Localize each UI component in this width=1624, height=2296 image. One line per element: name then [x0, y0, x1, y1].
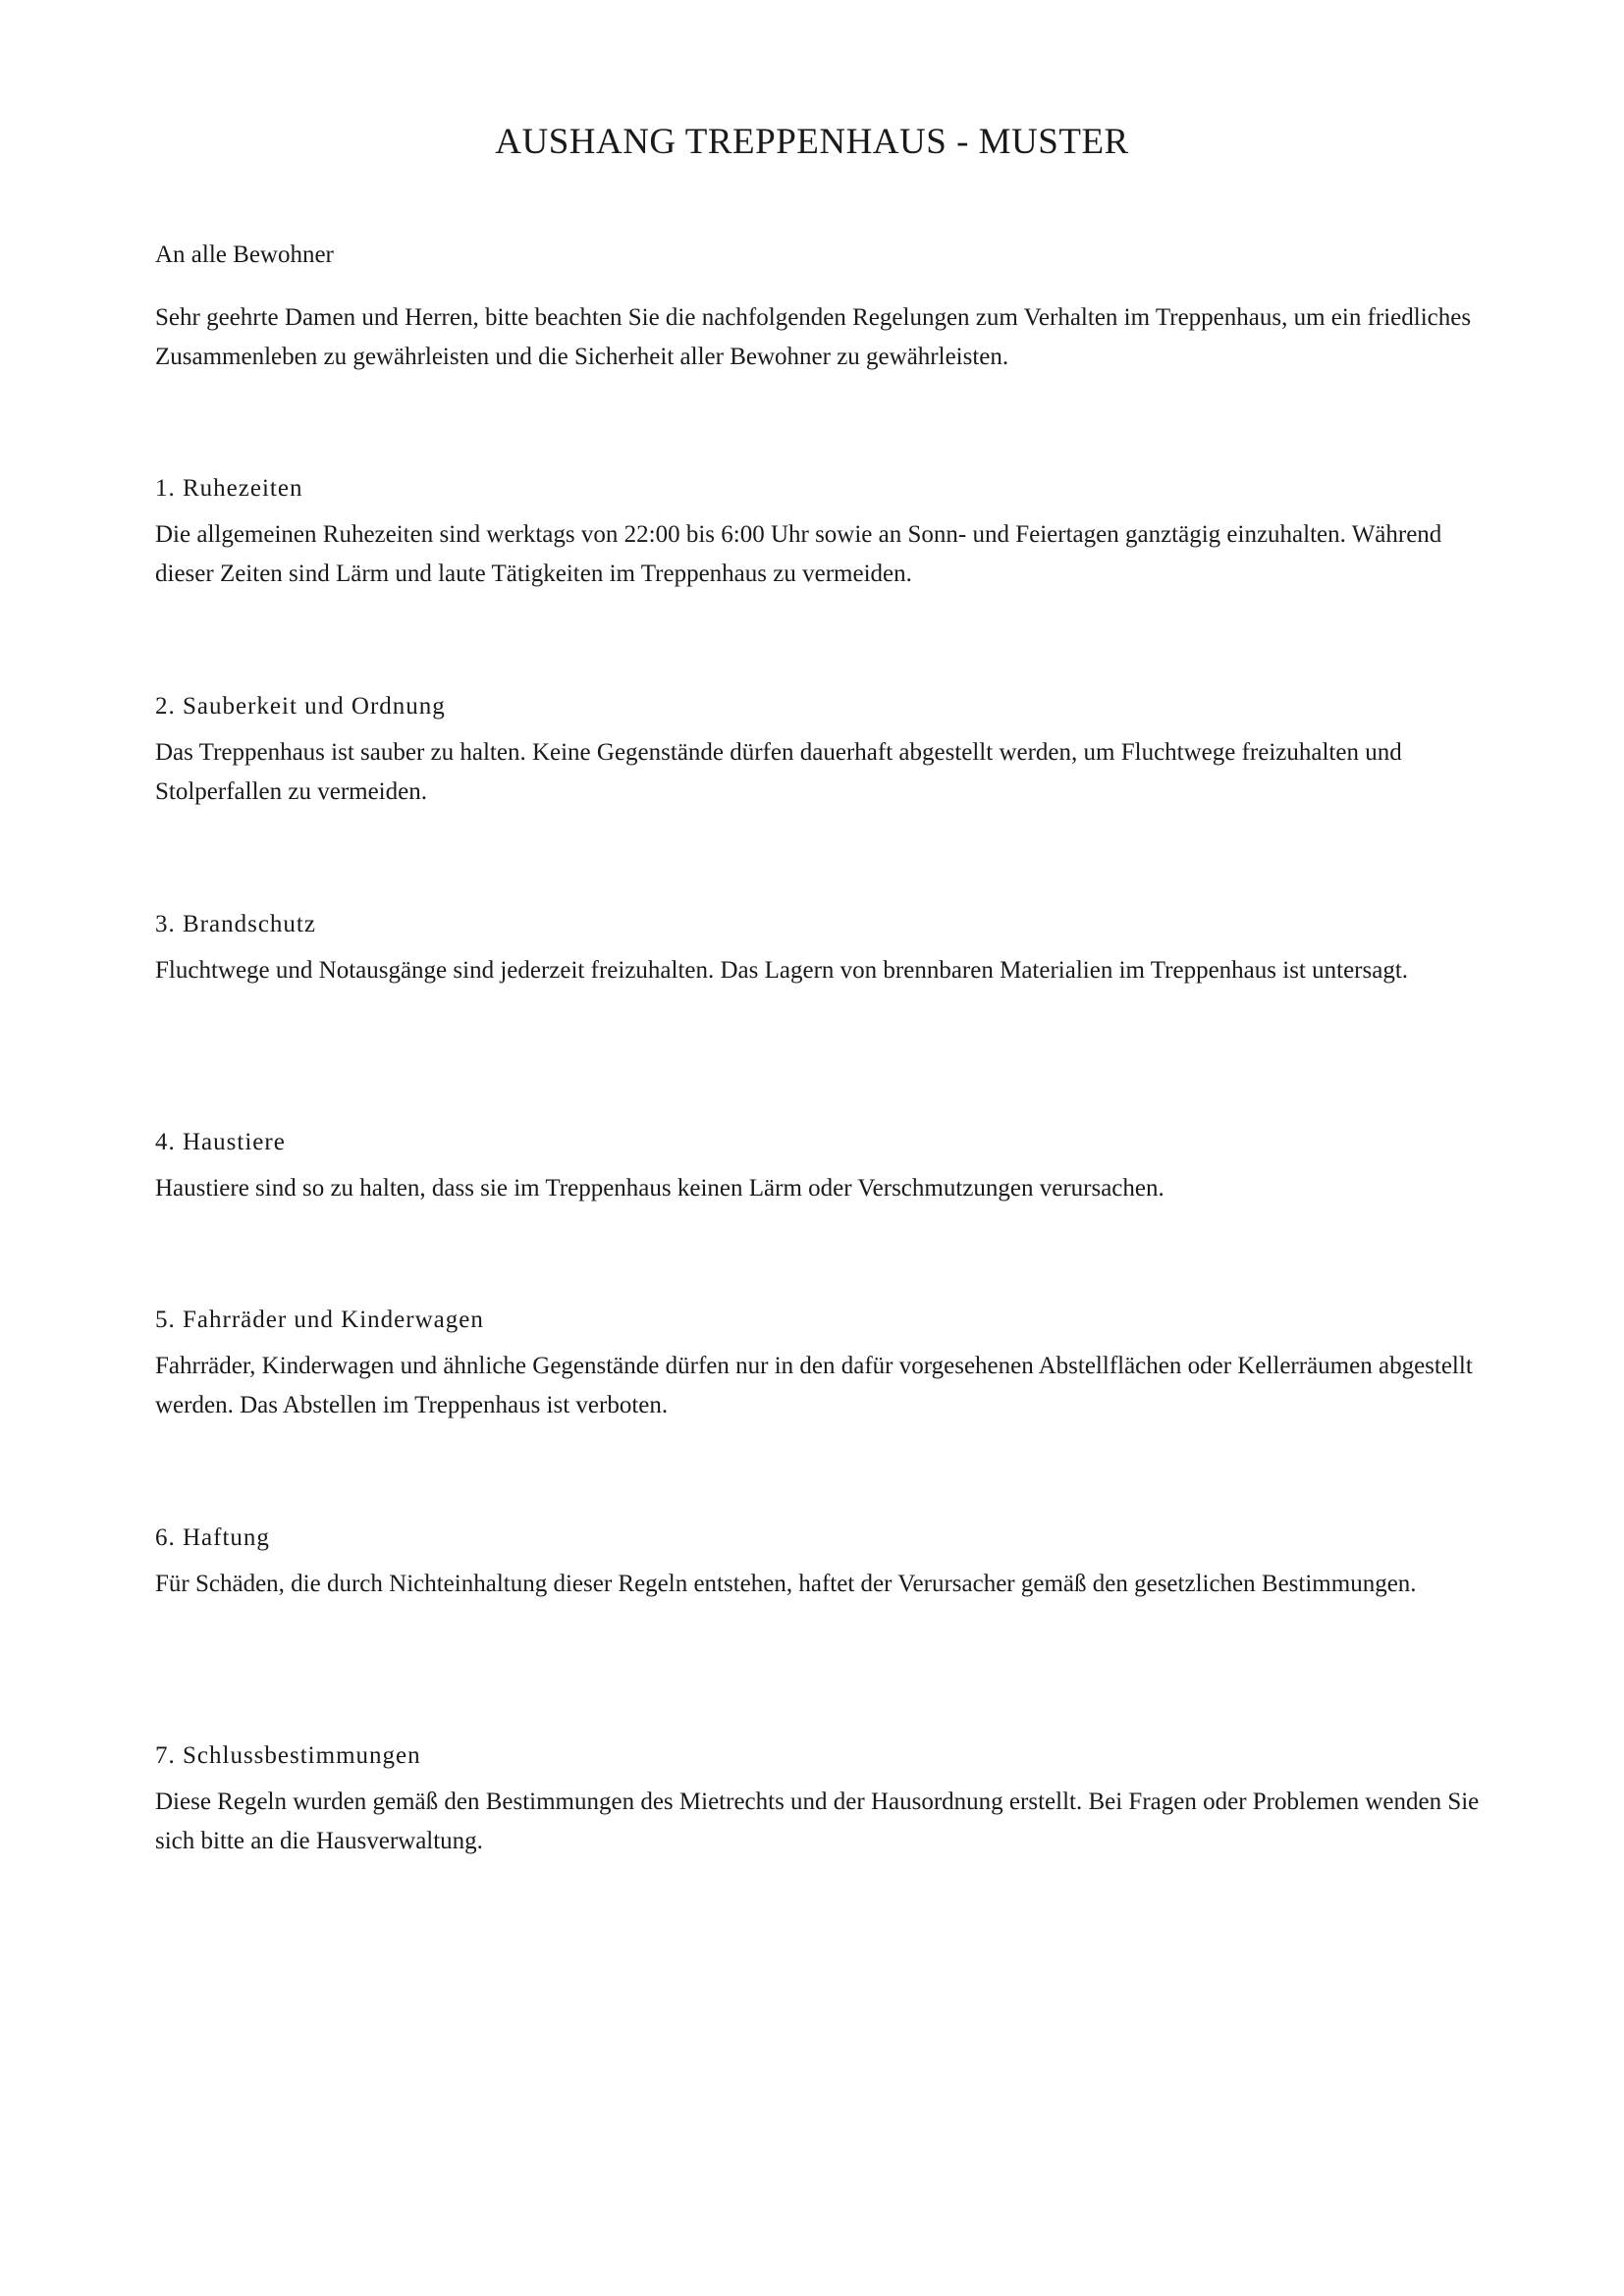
greeting: An alle Bewohner: [155, 241, 334, 268]
section-heading: 4. Haustiere: [155, 1129, 286, 1155]
section-heading: 7. Schlussbestimmungen: [155, 1742, 421, 1769]
section-ruhezeiten: [155, 469, 1490, 594]
section-text: Die allgemeinen Ruhezeiten sind werktags von 22:00 bis 6:00 Uhr sowie an Sonn- und Feiertagen ganztägig einzuhalten. Während dieser Zeiten sind Lärm und laute Tätigkeiten im Treppenhaus zu vermeiden.: [155, 521, 1442, 587]
section-fahrraeder: [155, 1301, 1490, 1425]
section-text: Fluchtwege und Notausgänge sind jederzeit freizuhalten. Das Lagern von brennbaren Materialien im Treppenhaus ist untersagt.: [155, 957, 1409, 984]
page-title: AUSHANG TREPPENHAUS - MUSTER: [495, 122, 1129, 162]
section-heading: 1. Ruhezeiten: [155, 475, 303, 502]
section-text: Haustiere sind so zu halten, dass sie im Treppenhaus keinen Lärm oder Verschmutzungen verursachen.: [155, 1175, 1164, 1201]
intro-paragraph: Sehr geehrte Damen und Herren, bitte beachten Sie die nachfolgenden Regelungen zum Verhalten im Treppenhaus, um ein friedliches Zusammenleben zu gewährleisten und die Sicherheit aller Bewohner zu gewährleisten.: [155, 304, 1472, 370]
section-sauberkeit: [155, 687, 1490, 812]
section-text: Fahrräder, Kinderwagen und ähnliche Gegenstände dürfen nur in den dafür vorgesehenen Abstellflächen oder Kellerräumen abgestellt werden. Das Abstellen im Treppenhaus ist verboten.: [155, 1353, 1473, 1418]
section-text: Das Treppenhaus ist sauber zu halten. Keine Gegenstände dürfen dauerhaft abgestellt werden, um Fluchtwege freizuhalten und Stolperfallen zu vermeiden.: [155, 739, 1402, 805]
section-heading: 2. Sauberkeit und Ordnung: [155, 693, 446, 720]
section-schlussbestimmungen: [155, 1736, 1490, 1861]
section-heading: 3. Brandschutz: [155, 911, 316, 937]
section-text: Diese Regeln wurden gemäß den Bestimmungen des Mietrechts und der Hausordnung erstellt. Bei Fragen oder Problemen wenden Sie sich bitte an die Hausverwaltung.: [155, 1789, 1480, 1854]
section-text: Für Schäden, die durch Nichteinhaltung dieser Regeln entstehen, haftet der Verursacher gemäß den gesetzlichen Bestimmungen.: [155, 1571, 1417, 1597]
section-haftung: [155, 1519, 1490, 1604]
section-brandschutz: [155, 905, 1490, 990]
section-heading: 6. Haftung: [155, 1524, 270, 1551]
section-heading: 5. Fahrräder und Kinderwagen: [155, 1307, 484, 1333]
section-haustiere: [155, 1123, 1490, 1208]
